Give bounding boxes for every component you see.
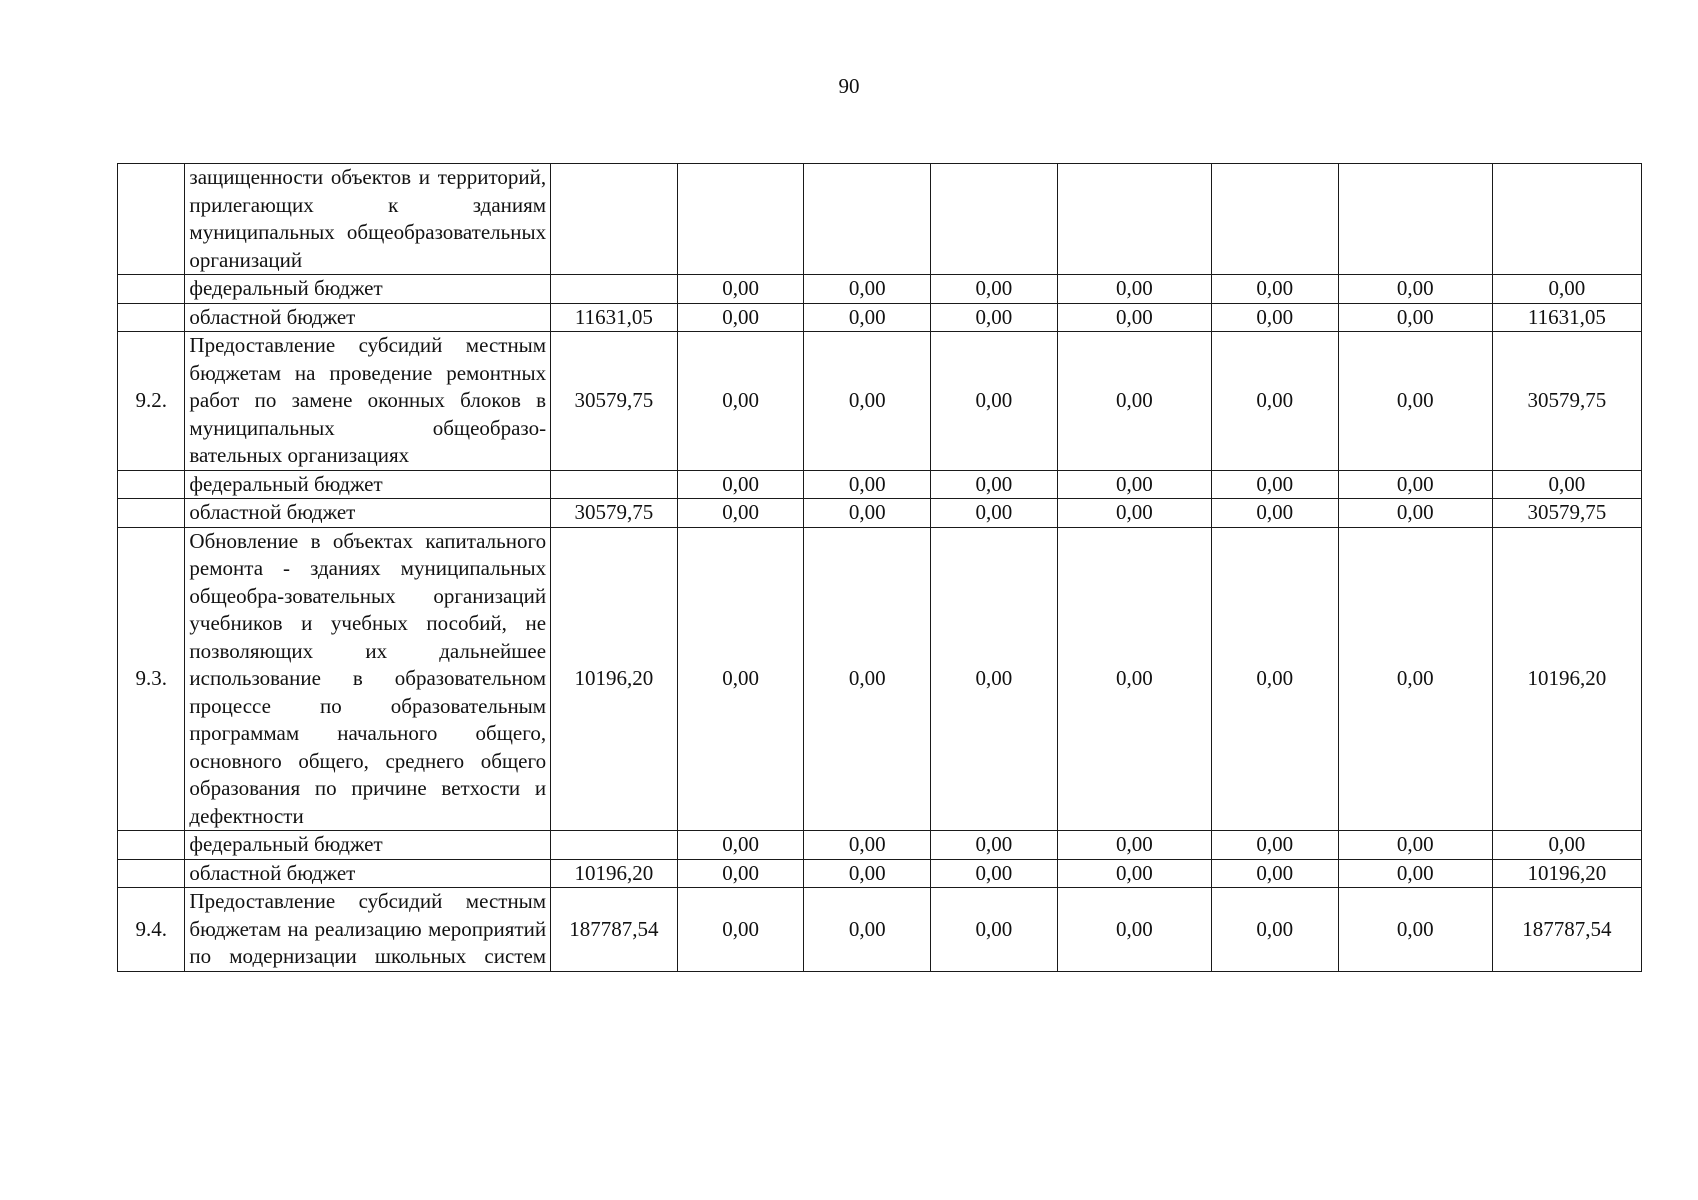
value-cell: [551, 470, 678, 499]
value-cell: 30579,75: [1492, 332, 1641, 471]
activity-name: Обновление в объектах капитального ремонта - зданиях муниципальных общеобра-зовательных организаций учебников и учебных пособий, не позволяющих их дальнейшее использование в образовательном процессе по образовательным программам начального общего, основного общего, среднего общего образования по причине ветхости и дефектности: [185, 527, 551, 831]
value-cell: 0,00: [804, 470, 931, 499]
activity-name: защищенности объектов и территорий, прилегающих к зданиям муниципальных общеобразовательных организаций: [185, 164, 551, 275]
value-cell: 0,00: [677, 888, 804, 972]
value-cell: 0,00: [1057, 303, 1211, 332]
value-cell: [677, 164, 804, 275]
activity-name: Предоставление субсидий местным бюджетам на реализацию мероприятий по модернизации школьных систем: [185, 888, 551, 972]
value-cell: 0,00: [1211, 499, 1338, 528]
activity-name: Предоставление субсидий местным бюджетам на проведение ремонтных работ по замене оконных блоков в муниципальных общеобразо-вательных организациях: [185, 332, 551, 471]
value-cell: 0,00: [931, 470, 1058, 499]
budget-source: областной бюджет: [185, 499, 551, 528]
value-cell: 10196,20: [1492, 527, 1641, 831]
value-cell: 30579,75: [551, 332, 678, 471]
value-cell: 187787,54: [1492, 888, 1641, 972]
value-cell: [1211, 164, 1338, 275]
value-cell: 0,00: [1057, 831, 1211, 860]
budget-source: федеральный бюджет: [185, 275, 551, 304]
row-number: 9.4.: [118, 888, 185, 972]
page-number: 90: [838, 74, 860, 98]
value-cell: 30579,75: [1492, 499, 1641, 528]
value-cell: 0,00: [1338, 888, 1492, 972]
value-cell: 10196,20: [551, 859, 678, 888]
row-number: [118, 499, 185, 528]
budget-source: областной бюджет: [185, 859, 551, 888]
table-row: [118, 332, 1642, 471]
value-cell: 0,00: [1338, 499, 1492, 528]
table-row: [118, 499, 1642, 528]
value-cell: 0,00: [1057, 332, 1211, 471]
value-cell: 0,00: [677, 859, 804, 888]
value-cell: 0,00: [804, 888, 931, 972]
value-cell: 0,00: [931, 332, 1058, 471]
value-cell: 187787,54: [551, 888, 678, 972]
value-cell: 0,00: [1492, 275, 1641, 304]
value-cell: 0,00: [1338, 859, 1492, 888]
value-cell: [804, 164, 931, 275]
value-cell: 0,00: [804, 303, 931, 332]
table-row: [118, 888, 1642, 972]
budget-source: федеральный бюджет: [185, 831, 551, 860]
value-cell: [551, 275, 678, 304]
value-cell: 0,00: [677, 831, 804, 860]
value-cell: 0,00: [1338, 527, 1492, 831]
value-cell: 0,00: [804, 859, 931, 888]
table-row: [118, 470, 1642, 499]
value-cell: [1057, 164, 1211, 275]
value-cell: 0,00: [1211, 859, 1338, 888]
value-cell: 0,00: [1338, 332, 1492, 471]
value-cell: 0,00: [804, 527, 931, 831]
value-cell: 0,00: [1211, 470, 1338, 499]
value-cell: 0,00: [1211, 888, 1338, 972]
value-cell: 0,00: [1057, 470, 1211, 499]
value-cell: 0,00: [1211, 303, 1338, 332]
value-cell: 0,00: [931, 499, 1058, 528]
table-row: [118, 859, 1642, 888]
row-number: 9.2.: [118, 332, 185, 471]
value-cell: [551, 831, 678, 860]
budget-source: федеральный бюджет: [185, 470, 551, 499]
value-cell: 0,00: [1338, 831, 1492, 860]
value-cell: 0,00: [931, 527, 1058, 831]
table-row: [118, 275, 1642, 304]
value-cell: 11631,05: [551, 303, 678, 332]
value-cell: 0,00: [677, 303, 804, 332]
value-cell: 0,00: [931, 888, 1058, 972]
row-number: [118, 831, 185, 860]
value-cell: [1492, 164, 1641, 275]
row-number: [118, 470, 185, 499]
value-cell: [551, 164, 678, 275]
table-row: [118, 527, 1642, 831]
value-cell: 0,00: [1211, 275, 1338, 304]
value-cell: 10196,20: [551, 527, 678, 831]
row-number: 9.3.: [118, 527, 185, 831]
row-number: [118, 275, 185, 304]
value-cell: 0,00: [804, 275, 931, 304]
table-row: [118, 303, 1642, 332]
value-cell: 0,00: [1338, 303, 1492, 332]
value-cell: 0,00: [931, 831, 1058, 860]
budget-source: областной бюджет: [185, 303, 551, 332]
value-cell: 0,00: [677, 527, 804, 831]
value-cell: 0,00: [1057, 888, 1211, 972]
value-cell: [1338, 164, 1492, 275]
table-row: [118, 164, 1642, 275]
value-cell: 0,00: [1492, 831, 1641, 860]
value-cell: 0,00: [1338, 275, 1492, 304]
value-cell: 0,00: [677, 499, 804, 528]
row-number: [118, 859, 185, 888]
value-cell: 0,00: [1057, 275, 1211, 304]
table-row: [118, 831, 1642, 860]
row-number: [118, 164, 185, 275]
value-cell: [931, 164, 1058, 275]
value-cell: 0,00: [1057, 859, 1211, 888]
value-cell: 0,00: [1211, 332, 1338, 471]
value-cell: 0,00: [677, 332, 804, 471]
value-cell: 0,00: [677, 275, 804, 304]
value-cell: 0,00: [1057, 527, 1211, 831]
value-cell: 11631,05: [1492, 303, 1641, 332]
value-cell: 0,00: [1338, 470, 1492, 499]
value-cell: 0,00: [931, 859, 1058, 888]
budget-table: [117, 163, 1642, 972]
value-cell: 0,00: [677, 470, 804, 499]
value-cell: 0,00: [1211, 527, 1338, 831]
value-cell: 30579,75: [551, 499, 678, 528]
value-cell: 10196,20: [1492, 859, 1641, 888]
value-cell: 0,00: [1492, 470, 1641, 499]
value-cell: 0,00: [1057, 499, 1211, 528]
value-cell: 0,00: [931, 275, 1058, 304]
row-number: [118, 303, 185, 332]
value-cell: 0,00: [804, 831, 931, 860]
value-cell: 0,00: [931, 303, 1058, 332]
value-cell: 0,00: [804, 499, 931, 528]
value-cell: 0,00: [804, 332, 931, 471]
value-cell: 0,00: [1211, 831, 1338, 860]
